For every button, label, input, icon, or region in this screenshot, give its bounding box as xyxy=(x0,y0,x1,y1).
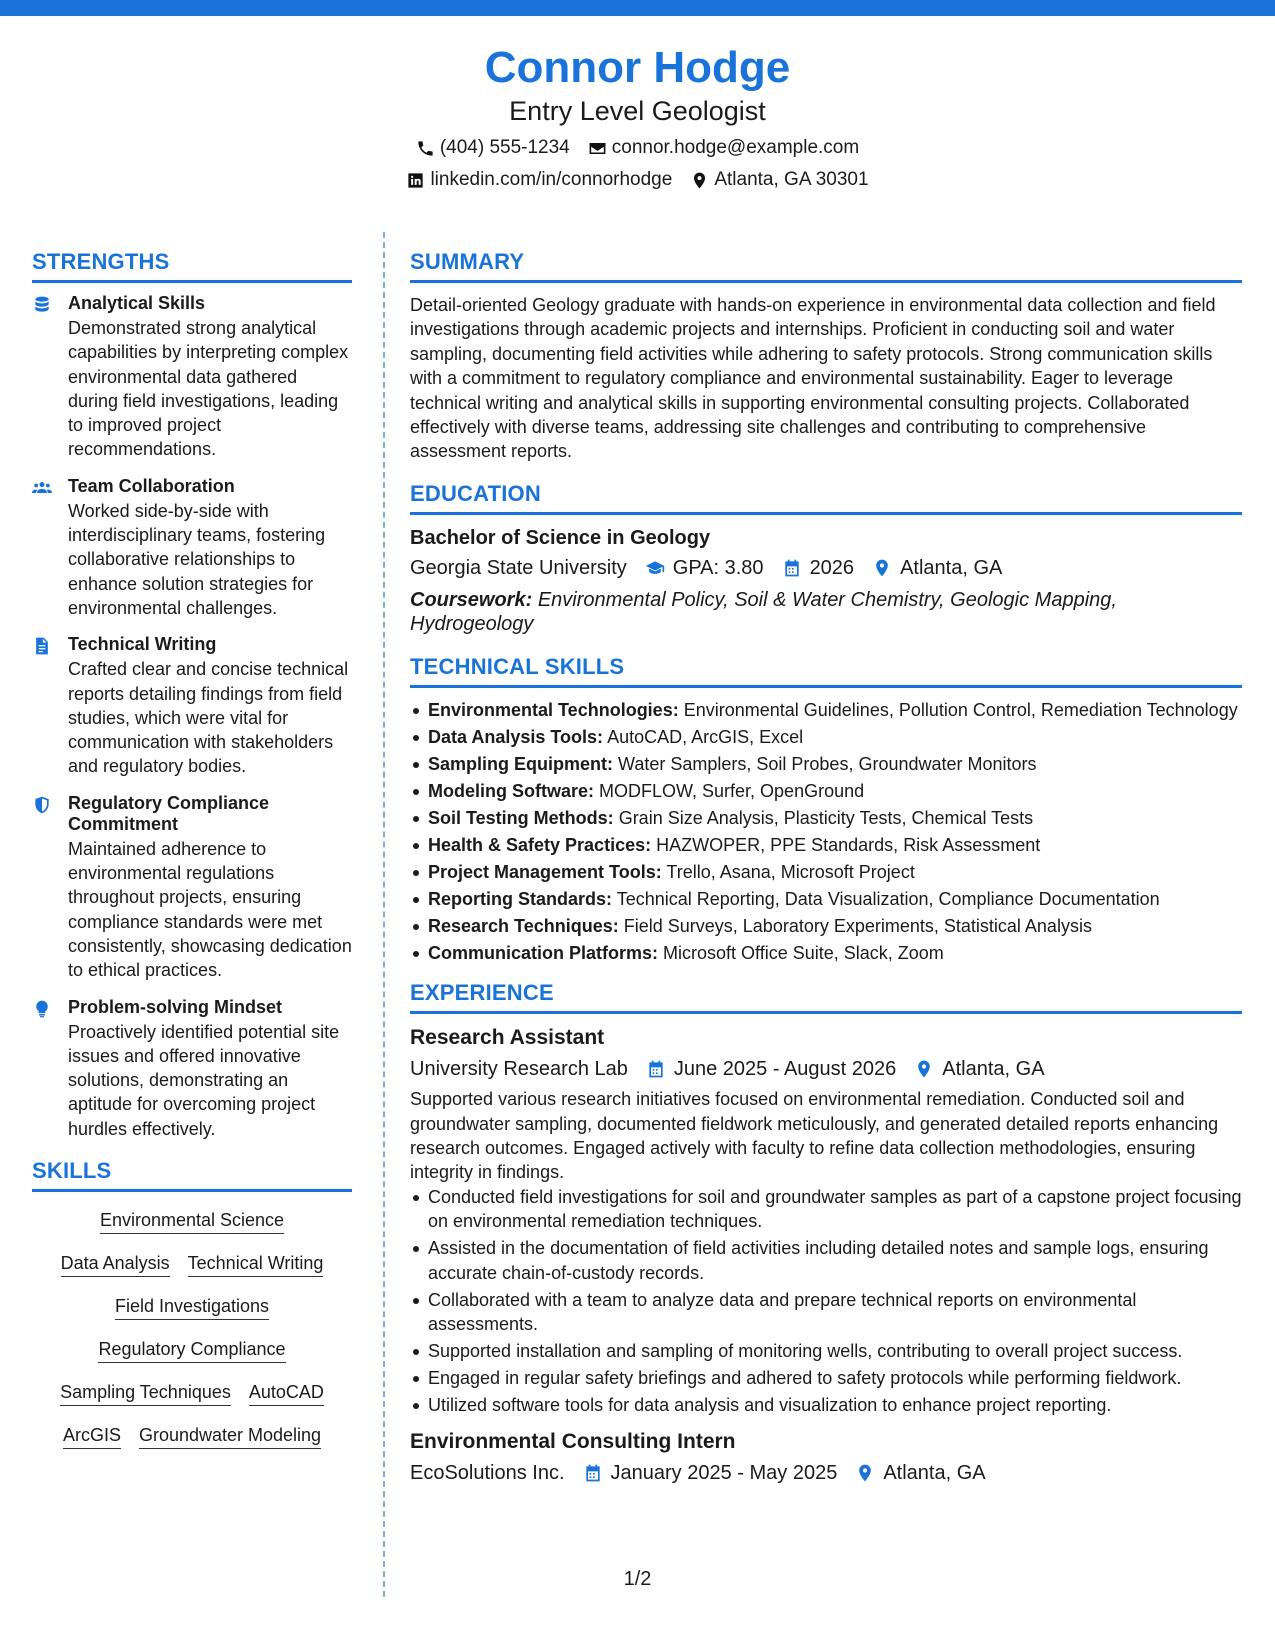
contact-row-2 xyxy=(0,168,1275,192)
list-item xyxy=(410,806,1242,830)
contact-email[interactable] xyxy=(588,136,859,160)
skill-tag: Groundwater Modeling xyxy=(139,1423,321,1449)
right-column xyxy=(410,248,1242,1487)
skill-tag: Environmental Science xyxy=(100,1208,284,1234)
skill-value: Water Samplers, Soil Probes, Groundwater Monitors xyxy=(618,753,1037,774)
degree-title: Bachelor of Science in Geology xyxy=(410,526,711,549)
strength-desc: Demonstrated strong analytical capabilities by interpreting complex environmental data gathered during field investigations, leading to improved project recommendations. xyxy=(68,318,349,460)
job-dates: January 2025 - May 2025 xyxy=(610,1461,838,1484)
strength-item xyxy=(32,293,352,462)
skill-value: Grain Size Analysis, Plasticity Tests, Chemical Tests xyxy=(618,807,1034,828)
list-item: Utilized software tools for data analysis and visualization to enhance project reporting. xyxy=(410,1393,1242,1417)
skill-tag: Sampling Techniques xyxy=(60,1380,231,1406)
skill-tag: Technical Writing xyxy=(188,1251,324,1277)
list-item xyxy=(410,752,1242,776)
list-item: Supported installation and sampling of monitoring wells, contributing to overall project success. xyxy=(410,1339,1242,1363)
skill-label: Project Management Tools: xyxy=(428,861,662,882)
job-location: Atlanta, GA xyxy=(883,1461,986,1484)
contact-phone[interactable] xyxy=(416,136,570,160)
shield-icon xyxy=(32,795,52,815)
email-text: connor.hodge@example.com xyxy=(611,137,860,158)
candidate-role: Entry Level Geologist xyxy=(509,96,766,126)
skill-value: MODFLOW, Surfer, OpenGround xyxy=(599,780,865,801)
list-item: Engaged in regular safety briefings and adhered to safety protocols while performing fieldwork. xyxy=(410,1366,1242,1390)
calendar-icon xyxy=(782,558,802,578)
strength-desc: Proactively identified potential site issues and offered innovative solutions, demonstrating an aptitude for overcoming project hurdles effectively. xyxy=(68,1021,340,1139)
skill-value: Technical Reporting, Data Visualization, Compliance Documentation xyxy=(616,888,1160,909)
skill-tag: ArcGIS xyxy=(63,1423,121,1449)
skill-value: AutoCAD, ArcGIS, Excel xyxy=(607,726,804,747)
calendar-icon xyxy=(646,1059,666,1079)
list-item xyxy=(410,698,1242,722)
linkedin-text: linkedin.com/in/connorhodge xyxy=(430,169,673,190)
skill-label: Soil Testing Methods: xyxy=(428,807,614,828)
skill-label: Research Techniques: xyxy=(428,915,619,936)
job-bullets xyxy=(410,1185,1242,1418)
users-icon xyxy=(32,478,52,498)
strength-title: Problem-solving Mindset xyxy=(68,996,283,1017)
list-item: Conducted field investigations for soil and groundwater samples as part of a capstone project focusing on environmental remediation techniques. xyxy=(410,1185,1242,1234)
strengths-heading: STRENGTHS xyxy=(32,248,352,283)
top-accent-bar xyxy=(0,0,1275,16)
experience-heading: EXPERIENCE xyxy=(410,979,1242,1014)
job-title: Research Assistant xyxy=(410,1026,605,1050)
document-icon xyxy=(32,636,52,656)
strength-item xyxy=(32,997,352,1141)
school-name: Georgia State University xyxy=(410,556,627,579)
list-item xyxy=(410,914,1242,938)
list-item: Collaborated with a team to analyze data and prepare technical reports on environmental assessments. xyxy=(410,1288,1242,1337)
skill-label: Sampling Equipment: xyxy=(428,753,614,774)
contact-row-1 xyxy=(0,136,1275,160)
list-item xyxy=(410,725,1242,749)
job-meta xyxy=(410,1055,1242,1083)
skill-label: Modeling Software: xyxy=(428,780,594,801)
database-icon xyxy=(32,295,52,315)
job-dates: June 2025 - August 2026 xyxy=(673,1058,897,1081)
skill-label: Health & Safety Practices: xyxy=(428,834,652,855)
school-location: Atlanta, GA xyxy=(900,556,1003,579)
list-item xyxy=(410,833,1242,857)
phone-icon xyxy=(416,139,435,158)
column-divider xyxy=(383,232,385,1597)
summary-heading: SUMMARY xyxy=(410,248,1242,283)
list-item xyxy=(410,860,1242,884)
strength-desc: Worked side-by-side with interdisciplinary teams, fostering collaborative relationships to enhance solution strategies for environmental challenges. xyxy=(68,500,326,618)
coursework xyxy=(410,588,1242,637)
list-item: Assisted in the documentation of field activities including detailed notes and sample logs, ensuring accurate chain-of-custody records. xyxy=(410,1236,1242,1285)
phone-text: (404) 555-1234 xyxy=(439,137,570,158)
strength-title: Analytical Skills xyxy=(68,293,206,313)
strength-item xyxy=(32,476,352,620)
list-item xyxy=(410,941,1242,965)
skill-label: Communication Platforms: xyxy=(428,942,659,963)
contact-linkedin[interactable] xyxy=(406,168,672,192)
job-title: Environmental Consulting Intern xyxy=(410,1429,736,1453)
strength-item xyxy=(32,793,352,983)
envelope-icon xyxy=(588,139,607,158)
linkedin-icon xyxy=(406,171,425,190)
skill-value: Environmental Guidelines, Pollution Control, Remediation Technology xyxy=(683,699,1238,720)
skill-tag: Field Investigations xyxy=(115,1294,269,1320)
strength-item xyxy=(32,634,352,778)
summary-text: Detail-oriented Geology graduate with hands-on experience in environmental data collection and field investigations through academic projects and internships. Proficient in conducting soil and water sampling, documenting field activities while adhering to safety protocols. Strong communication skills with a commitment to regulatory compliance and environmental sustainability. Eager to leverage technical writing and analytical skills in supporting environmental consulting projects. Collaborated effectively with diverse teams, addressing site challenges and contributing to comprehensive assessment reports. xyxy=(410,295,1216,462)
skill-value: Trello, Asana, Microsoft Project xyxy=(666,861,915,882)
strength-title: Team Collaboration xyxy=(68,475,235,496)
skill-label: Data Analysis Tools: xyxy=(428,726,604,747)
job-org: University Research Lab xyxy=(410,1058,628,1081)
education-heading: EDUCATION xyxy=(410,480,1242,515)
technical-skills-heading: TECHNICAL SKILLS xyxy=(410,653,1242,688)
strength-desc: Crafted clear and concise technical reports detailing findings from field studies, which were vital for communication with stakeholders and regulatory bodies. xyxy=(68,659,349,777)
strength-desc: Maintained adherence to environmental regulations throughout projects, ensuring compliance standards were met consistently, showcasing dedication to ethical practices. xyxy=(68,838,352,981)
job-meta xyxy=(410,1459,1242,1487)
graduation-cap-icon xyxy=(645,558,665,578)
coursework-text: Environmental Policy, Soil & Water Chemistry, Geologic Mapping, Hydrogeology xyxy=(410,588,1117,636)
technical-skills-list xyxy=(410,698,1242,965)
map-pin-icon xyxy=(855,1463,875,1483)
resume-header xyxy=(0,40,1275,192)
gpa-text: GPA: 3.80 xyxy=(672,556,764,579)
left-column xyxy=(32,248,352,1466)
map-pin-icon xyxy=(690,171,709,190)
job-org: EcoSolutions Inc. xyxy=(410,1461,565,1484)
skill-label: Environmental Technologies: xyxy=(428,699,679,720)
job-description: Supported various research initiatives focused on environmental remediation. Conducted soil and groundwater sampling, documented fieldwork meticulously, and generated detailed reports enhancing research outcomes. Engaged actively with faculty to refine data collection methodologies, ensuring integrity in findings. xyxy=(410,1089,1219,1183)
strength-title: Technical Writing xyxy=(68,634,217,655)
skill-tag: Regulatory Compliance xyxy=(98,1337,285,1363)
contact-location xyxy=(690,168,868,192)
skill-value: Microsoft Office Suite, Slack, Zoom xyxy=(663,942,944,963)
education-meta xyxy=(410,554,1242,582)
job-location: Atlanta, GA xyxy=(942,1058,1045,1081)
map-pin-icon xyxy=(872,558,892,578)
coursework-label: Coursework: xyxy=(410,588,533,611)
grad-year: 2026 xyxy=(809,556,855,579)
strength-title: Regulatory Compliance Commitment xyxy=(68,792,270,834)
skill-tag: AutoCAD xyxy=(249,1380,324,1406)
map-pin-icon xyxy=(914,1059,934,1079)
skills-heading: SKILLS xyxy=(32,1157,352,1192)
calendar-icon xyxy=(583,1463,603,1483)
page-number: 1/2 xyxy=(623,1568,652,1590)
skill-tag: Data Analysis xyxy=(61,1251,170,1277)
skill-value: Field Surveys, Laboratory Experiments, Statistical Analysis xyxy=(623,915,1092,936)
list-item xyxy=(410,779,1242,803)
skill-value: HAZWOPER, PPE Standards, Risk Assessment xyxy=(656,834,1041,855)
list-item xyxy=(410,887,1242,911)
skills-list xyxy=(32,1202,352,1449)
lightbulb-icon xyxy=(32,999,52,1019)
candidate-name: Connor Hodge xyxy=(484,43,791,92)
skill-label: Reporting Standards: xyxy=(428,888,613,909)
location-text: Atlanta, GA 30301 xyxy=(714,169,869,190)
